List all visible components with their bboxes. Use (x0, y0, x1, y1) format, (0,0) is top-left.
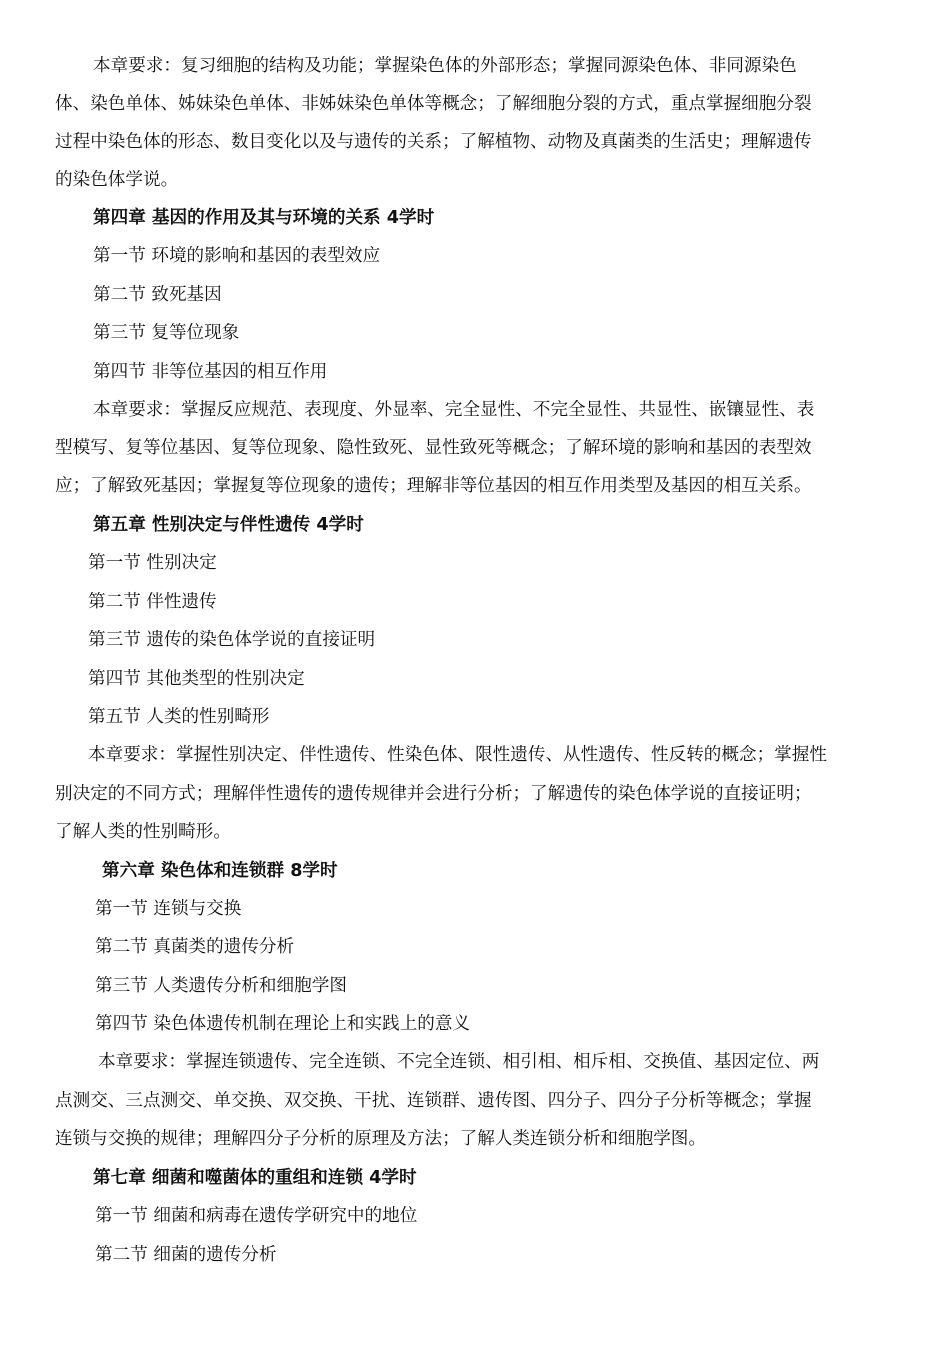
paragraph-line: 应；了解致死基因；掌握复等位现象的遗传；理解非等位基因的相互作用类型及基因的相互关系。 (55, 476, 812, 496)
section-item: 第一节 环境的影响和基因的表型效应 (93, 246, 381, 266)
chapter4-heading: 第四章 基因的作用及其与环境的关系 4学时 (93, 208, 435, 228)
chapter6-heading: 第六章 染色体和连锁群 8学时 (102, 861, 338, 881)
paragraph-line: 别决定的不同方式；理解伴性遗传的遗传规律并会进行分析；了解遗传的染色体学说的直接证明； (55, 784, 812, 804)
section-item: 第四节 染色体遗传机制在理论上和实践上的意义 (95, 1014, 471, 1034)
chapter4-requirements: 本章要求：掌握反应规范、表现度、外显率、完全显性、不完全显性、共显性、嵌镶显性、表 (93, 400, 815, 420)
section-item: 第一节 连锁与交换 (95, 899, 242, 919)
paragraph-line: 体、染色单体、姊妹染色单体、非姊妹染色单体等概念；了解细胞分裂的方式，重点掌握细胞分裂 (55, 94, 812, 114)
chapter7-heading: 第七章 细菌和噬菌体的重组和连锁 4学时 (93, 1168, 417, 1188)
section-item: 第三节 复等位现象 (93, 323, 240, 343)
section-item: 第四节 非等位基因的相互作用 (93, 362, 328, 382)
paragraph-line: 点测交、三点测交、单交换、双交换、干扰、连锁群、遗传图、四分子、四分子分析等概念；掌握 (55, 1091, 812, 1111)
section-item: 第二节 细菌的遗传分析 (95, 1245, 277, 1265)
paragraph-line: 了解人类的性别畸形。 (55, 822, 231, 842)
paragraph-line: 的染色体学说。 (55, 170, 179, 190)
chapter5-heading: 第五章 性别决定与伴性遗传 4学时 (93, 515, 364, 535)
section-item: 第二节 致死基因 (93, 285, 222, 305)
chapter5-requirements: 本章要求：掌握性别决定、伴性遗传、性染色体、限性遗传、从性遗传、性反转的概念；掌握性 (88, 745, 827, 765)
section-item: 第五节 人类的性别畸形 (88, 707, 270, 727)
section-item: 第一节 性别决定 (88, 553, 217, 573)
section-item: 第二节 伴性遗传 (88, 592, 217, 612)
chapter3-requirements: 本章要求：复习细胞的结构及功能；掌握染色体的外部形态；掌握同源染色体、非同源染色 (93, 56, 797, 76)
section-item: 第三节 遗传的染色体学说的直接证明 (88, 630, 376, 650)
paragraph-line: 型模写、复等位基因、复等位现象、隐性致死、显性致死等概念；了解环境的影响和基因的表型效 (55, 438, 812, 458)
section-item: 第二节 真菌类的遗传分析 (95, 937, 295, 957)
paragraph-line: 过程中染色体的形态、数目变化以及与遗传的关系；了解植物、动物及真菌类的生活史；理解遗传 (55, 132, 812, 152)
section-item: 第一节 细菌和病毒在遗传学研究中的地位 (95, 1206, 418, 1226)
section-item: 第四节 其他类型的性别决定 (88, 669, 305, 689)
section-item: 第三节 人类遗传分析和细胞学图 (95, 976, 347, 996)
chapter6-requirements: 本章要求：掌握连锁遗传、完全连锁、不完全连锁、相引相、相斥相、交换值、基因定位、两 (98, 1052, 820, 1072)
paragraph-line: 连锁与交换的规律；理解四分子分析的原理及方法；了解人类连锁分析和细胞学图。 (55, 1129, 706, 1149)
